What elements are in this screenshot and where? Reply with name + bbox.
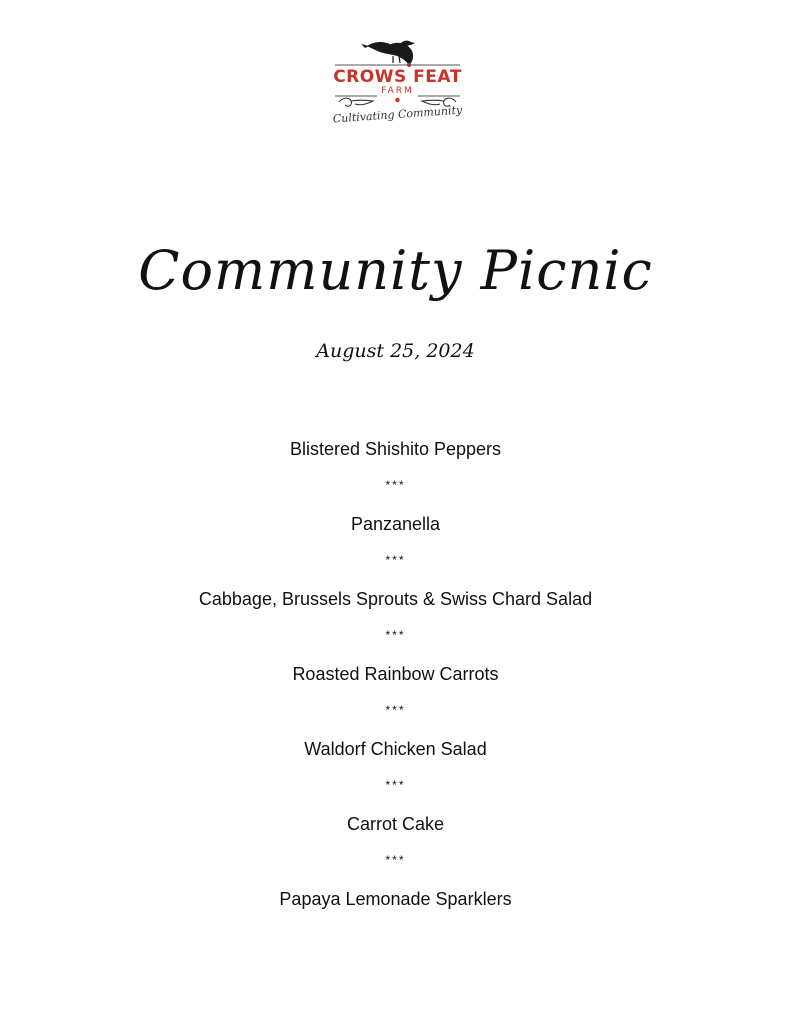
menu-separator: *** [385,777,406,792]
menu-separator: *** [385,552,406,567]
menu-separator: *** [385,477,406,492]
menu-item: Carrot Cake [346,814,445,834]
menu-item: Roasted Rainbow Carrots [292,664,499,684]
menu-item: Panzanella [350,514,441,534]
menu-item: Cabbage, Brussels Sprouts & Swiss Chard Salad [198,589,593,609]
event-date: August 25, 2024 [316,340,475,362]
menu-list [0,432,791,920]
page-title: Community Picnic [138,239,653,302]
farm-logo [325,34,470,130]
logo-subtitle: FARM [381,86,414,96]
menu-item: Papaya Lemonade Sparklers [279,889,512,909]
menu-item: Blistered Shishito Peppers [289,439,502,459]
logo-wordmark: CROWS FEAT [333,67,462,87]
menu-separator: *** [385,852,406,867]
logo-tagline: Cultivating Community [332,103,463,126]
menu-separator: *** [385,702,406,717]
menu-separator: *** [385,627,406,642]
menu-item: Waldorf Chicken Salad [304,739,487,759]
